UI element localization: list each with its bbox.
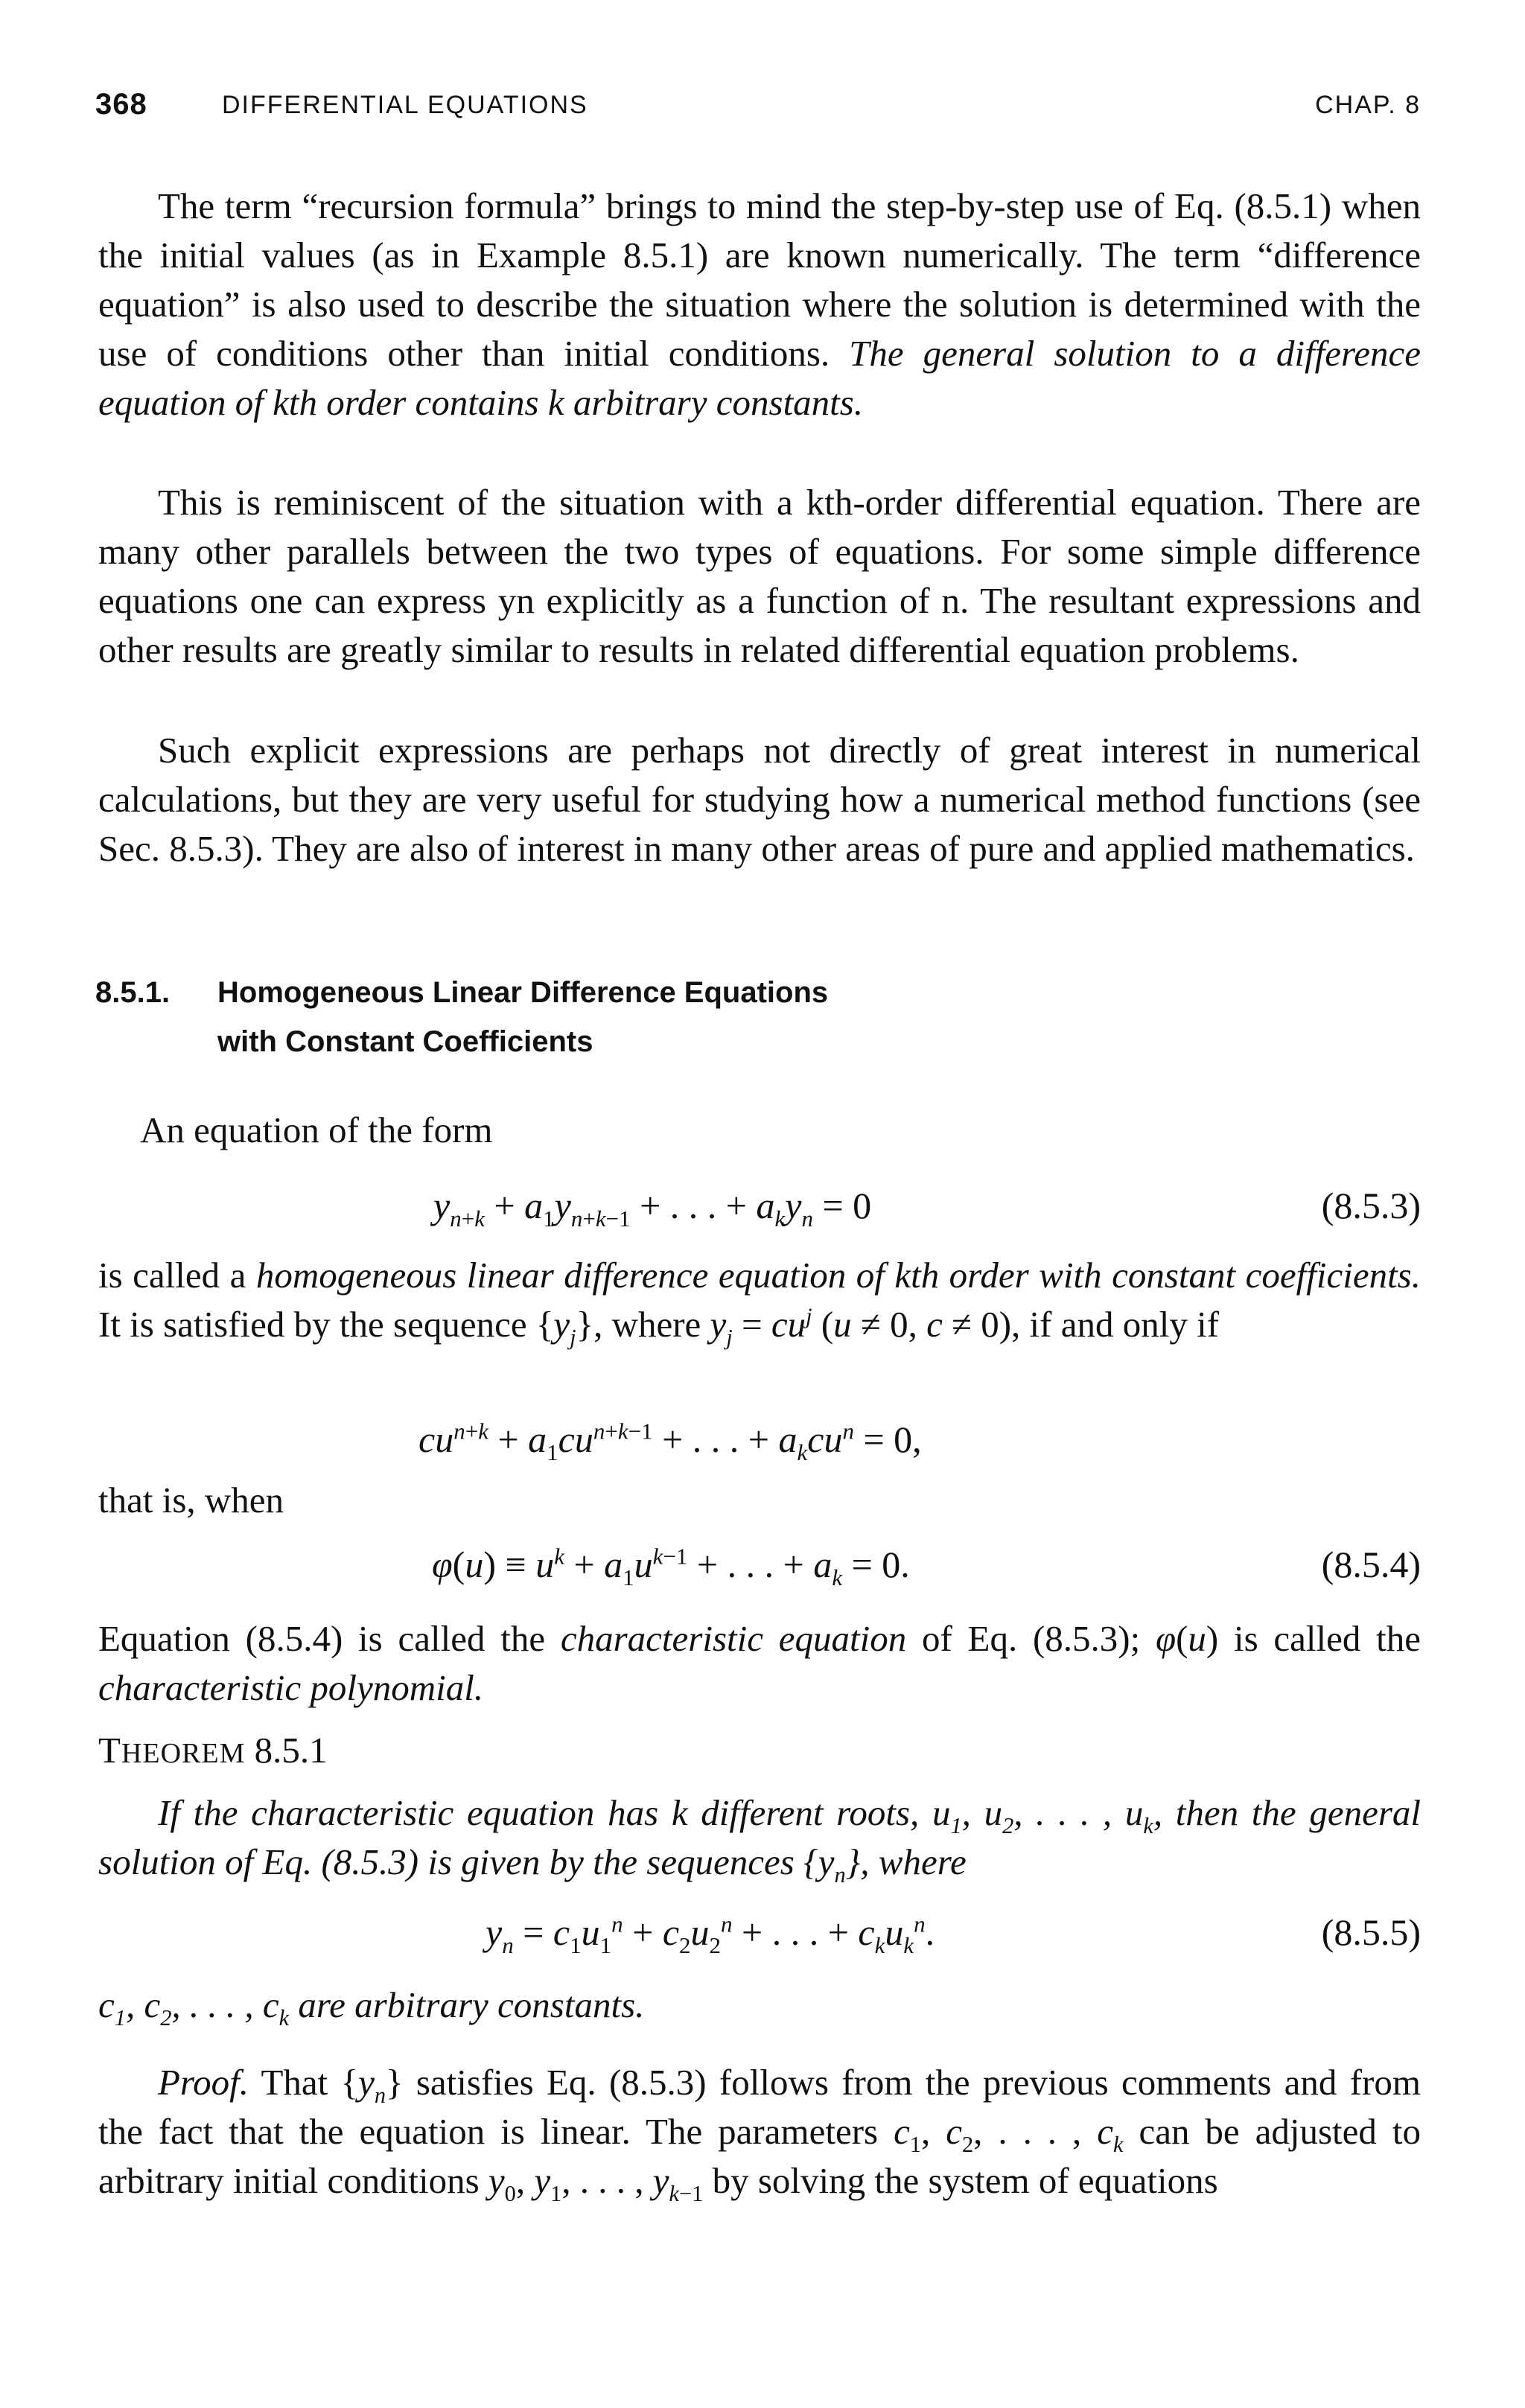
paragraph-text: is called a [98,1255,256,1296]
section-title-line2: with Constant Coefficients [217,1025,593,1058]
equation-characteristic-expanded [98,1413,1421,1465]
section-title-line1: Homogeneous Linear Difference Equations [217,976,829,1009]
paragraph-text: The term “recursion formula” brings to mind the step-by-step use of Eq. (8.5.1) when the initial values (as in Example 8.5.1) are known numerically. The term “difference equation” is also used to describe the situation where the solution is determined with the use of conditions other than initial conditions. [98,185,1421,374]
equation-8-5-5 [98,1906,1421,1958]
chapter-label: CHAP. 8 [1315,91,1421,119]
equation-formula: $y_n = c_1u_1^n + c_2u_2^n$ + . . . + $c_ku_k^n$. [485,1911,935,1958]
paragraph-emphasis: characteristic polynomial. [98,1667,484,1708]
paragraph-explicit-expressions [98,726,1421,873]
equation-formula: $\varphi(u) \equiv u^k + a_1u^{k-1}$ + . . . + $a_k = 0$. [432,1543,910,1590]
equation-formula: $cu^{n+k} + a_1cu^{n+k-1}$ + . . . + $a_kcu^n = 0$, [418,1418,922,1465]
section-heading [95,968,1361,1066]
theorem-statement: If the characteristic equation has k different roots, $u_1$, $u_2$, . . . , $u_k$, then the general solution of Eq. (8.5.3) is given by the sequences $\{y_n\}$, where [98,1792,1421,1888]
paragraph-text: This is reminiscent of the situation with a kth-order differential equation. There are many other parallels between the two types of equations. For some simple difference equations one can express yn explicitly as a function of n. The resultant expressions and other results are greatly similar to results in related differential equation problems. [98,482,1421,670]
equation-8-5-4 [98,1538,1421,1590]
equation-number: (8.5.4) [1321,1544,1421,1585]
constants-text: $c_1$, $c_2$, . . . , $c_k$ are arbitrary constants. [98,1984,645,2030]
section-number: 8.5.1. [95,976,171,1009]
theorem-label: THEOREM 8.5.1 [98,1730,328,1771]
paragraph-homogeneous-definition: is called a homogeneous linear difference equation of kth order with constant coefficients. It is satisfied by the sequence $\{y_j\}$, where $y_j = cu^j$ (u ≠ 0, c ≠ 0), if and only if [98,1255,1421,1350]
paragraph-recursion-formula [98,182,1421,427]
page-number: 368 [95,88,147,121]
paragraph-emphasis: characteristic equation [560,1618,907,1659]
intro-text: An equation of the form [140,1109,493,1150]
paragraph-emphasis: homogeneous linear difference equation of kth order with constant coefficients. [255,1255,1421,1296]
running-head [95,88,1421,133]
paragraph-text: of Eq. (8.5.3); φ(u) is called the [906,1618,1421,1659]
equation-formula: $y_{n+k} + a_1y_{n+k-1}$ + . . . + $a_ky_n = 0$ [433,1185,872,1232]
paragraph-text: Such explicit expressions are perhaps not directly of great interest in numerical calculations, but they are very useful for studying how a numerical method functions (see Sec. 8.5.3). They are also of interest in many other areas of pure and applied mathematics. [98,730,1421,869]
proof-label: Proof. [158,2062,249,2103]
paragraph-text: Equation (8.5.4) is called the [98,1618,561,1659]
running-title: DIFFERENTIAL EQUATIONS [222,91,588,119]
paragraph-characteristic-equation [98,1614,1421,1713]
paragraph-emphasis: The general solution to a difference equation of kth order contains k arbitrary constants. [98,333,1421,423]
equation-number: (8.5.3) [1321,1185,1421,1226]
that-is-when-text: that is, when [98,1479,284,1520]
equation-8-5-3 [98,1179,1421,1232]
paragraph-parallels [98,478,1421,675]
paragraph-proof: Proof. That $\{y_n\}$ satisfies Eq. (8.5.3) follows from the previous comments and from the fact that the equation is linear. The parameters $c_1$, $c_2$, . . . , $c_k$ can be adjusted to arbitrary initial conditions $y_0$, $y_1$, . . . , $y_{k-1}$ by solving the system of equations [98,2062,1421,2206]
equation-number: (8.5.5) [1321,1911,1421,1953]
